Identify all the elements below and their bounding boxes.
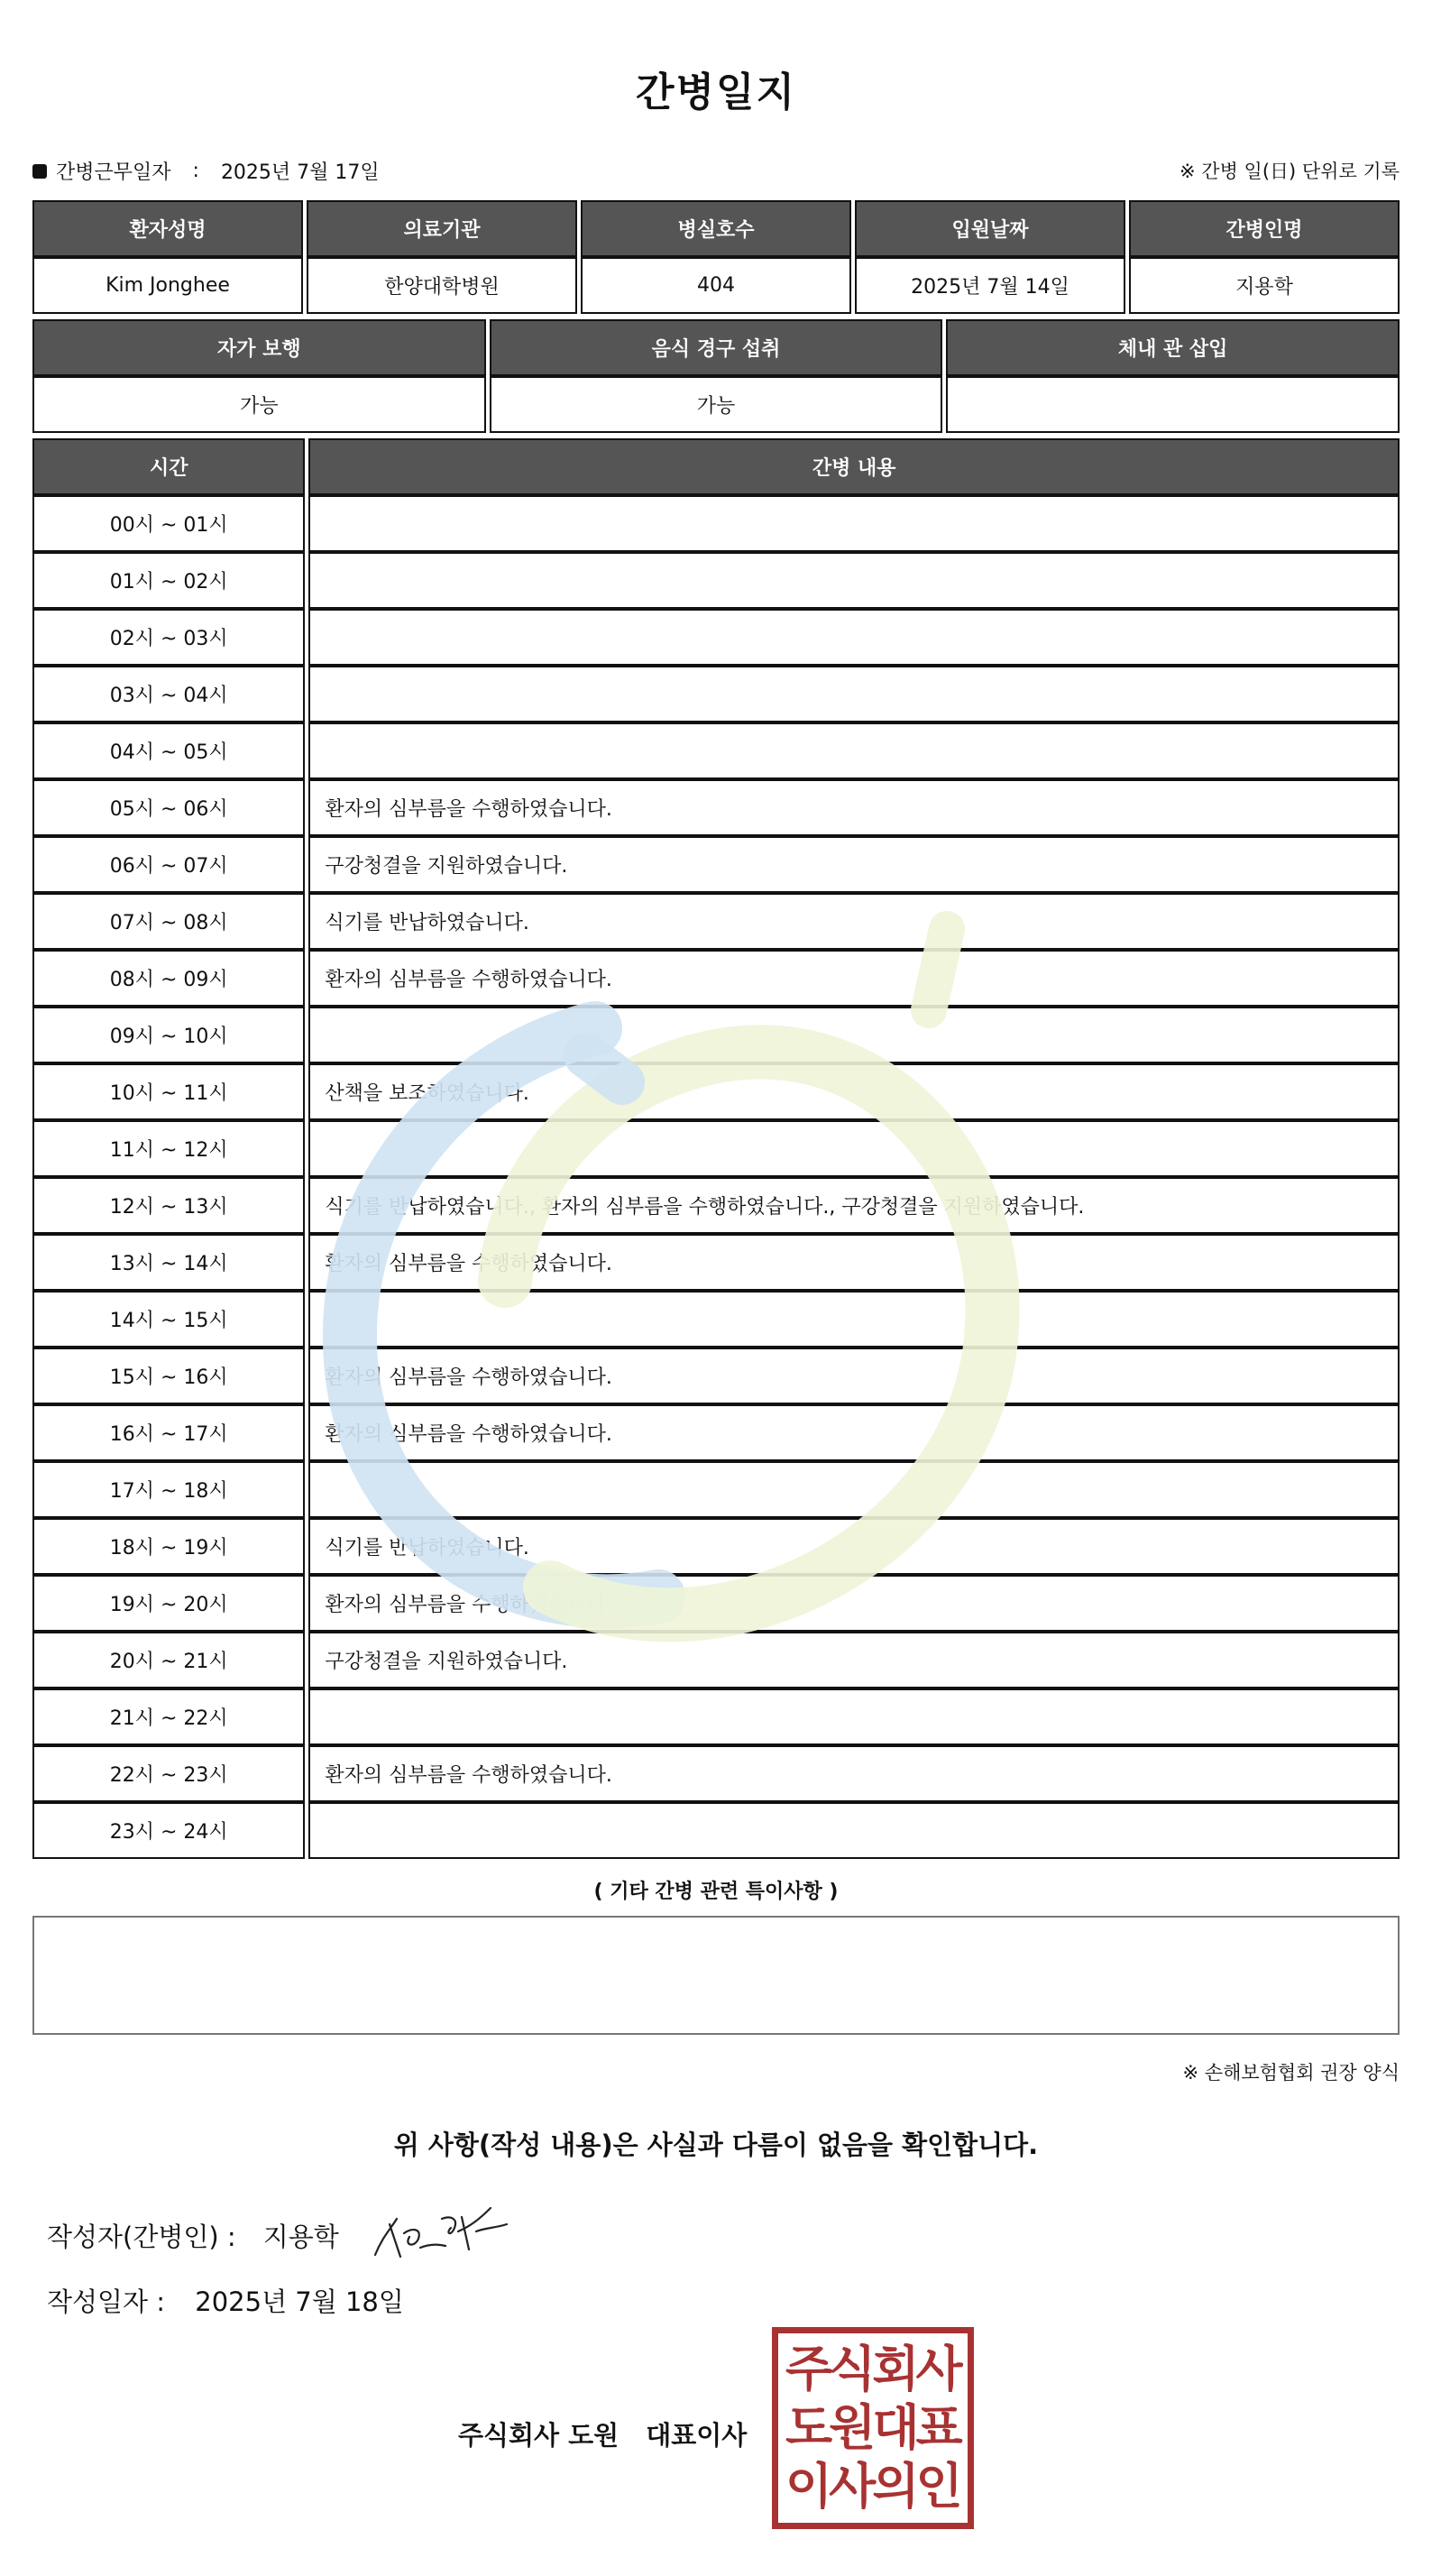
patient-status-table (29, 319, 1403, 433)
document-title: 간병일지 (635, 69, 796, 115)
remarks-title: ( 기타 간병 관련 특이사항 ) (593, 1881, 839, 1903)
record-unit-note: ※ 간병 일(日) 단위로 기록 (1180, 161, 1400, 182)
header-hospital: 의료기관 (307, 200, 577, 257)
time-slot-cell: 11시 ~ 12시 (32, 1120, 305, 1177)
time-slot-cell: 02시 ~ 03시 (32, 609, 305, 666)
time-slot-cell: 04시 ~ 05시 (32, 722, 305, 779)
insurance-form-note: ※ 손해보험협회 권장 양식 (1182, 2062, 1400, 2084)
writer-row (47, 2217, 366, 2254)
table-row (32, 1291, 1400, 1348)
table-row (32, 950, 1400, 1007)
time-slot-cell: 09시 ~ 10시 (32, 1007, 305, 1063)
header-patient-name: 환자성명 (32, 200, 303, 257)
care-content-cell (308, 552, 1400, 609)
table-row (32, 779, 1400, 836)
seal-row-3: 이사의인 (785, 2457, 959, 2515)
writer-name: 지용학 (262, 2222, 339, 2252)
table-row (32, 495, 1400, 552)
written-date-label: 작성일자 : (47, 2286, 166, 2317)
time-slot-cell: 16시 ~ 17시 (32, 1404, 305, 1461)
written-date-value: 2025년 7월 18일 (195, 2286, 404, 2317)
header-care-content: 간병 내용 (308, 438, 1400, 495)
care-content-cell: 환자의 심부름을 수행하였습니다. (308, 1234, 1400, 1291)
time-slot-cell: 18시 ~ 19시 (32, 1518, 305, 1575)
care-content-cell (308, 1688, 1400, 1745)
table-row (32, 1575, 1400, 1632)
time-slot-cell: 12시 ~ 13시 (32, 1177, 305, 1234)
care-content-cell: 식기를 반납하였습니다. (308, 893, 1400, 950)
company-signature-line (458, 2415, 747, 2452)
writer-label: 작성자(간병인) : (47, 2222, 236, 2252)
table-row (32, 1063, 1400, 1120)
time-slot-cell: 21시 ~ 22시 (32, 1688, 305, 1745)
remarks-box (32, 1916, 1400, 2035)
care-content-cell (308, 1802, 1400, 1859)
header-admission-date: 입원날짜 (855, 200, 1125, 257)
time-slot-cell: 19시 ~ 20시 (32, 1575, 305, 1632)
table-row (32, 722, 1400, 779)
time-slot-cell: 03시 ~ 04시 (32, 666, 305, 722)
care-content-cell (308, 609, 1400, 666)
admission-date: 2025년 7월 14일 (855, 257, 1125, 314)
company-name: 주식회사 도원 (458, 2420, 620, 2451)
caregiver-name: 지용학 (1129, 257, 1400, 314)
header-tube-insertion: 체내 관 삽입 (946, 319, 1400, 376)
duty-date-colon: : (192, 160, 199, 182)
oral-intake-value: 가능 (490, 376, 943, 433)
care-content-cell (308, 1291, 1400, 1348)
time-slot-cell: 08시 ~ 09시 (32, 950, 305, 1007)
duty-date-label: 간병근무일자 (56, 161, 171, 184)
care-content-cell: 환자의 심부름을 수행하였습니다. (308, 1575, 1400, 1632)
seal-row-2: 도원대표 (785, 2398, 959, 2456)
care-content-cell: 환자의 심부름을 수행하였습니다. (308, 1745, 1400, 1802)
representative-title: 대표이사 (646, 2420, 748, 2451)
care-content-cell: 환자의 심부름을 수행하였습니다. (308, 1404, 1400, 1461)
table-row (32, 1348, 1400, 1404)
time-slot-cell: 10시 ~ 11시 (32, 1063, 305, 1120)
time-slot-cell: 06시 ~ 07시 (32, 836, 305, 893)
care-content-cell: 식기를 반납하였습니다. (308, 1518, 1400, 1575)
care-content-cell: 환자의 심부름을 수행하였습니다. (308, 1348, 1400, 1404)
care-content-cell (308, 495, 1400, 552)
care-content-cell (308, 1461, 1400, 1518)
care-content-cell (308, 1120, 1400, 1177)
table-row (32, 1688, 1400, 1745)
table-row (32, 1234, 1400, 1291)
care-content-cell: 식기를 반납하였습니다., 환자의 심부름을 수행하였습니다., 구강청결을 지원하였습니다. (308, 1177, 1400, 1234)
meta-row (32, 157, 1400, 189)
care-content-cell (308, 1007, 1400, 1063)
table-row (32, 1632, 1400, 1688)
table-row (32, 1802, 1400, 1859)
time-slot-cell: 05시 ~ 06시 (32, 779, 305, 836)
time-slot-cell: 00시 ~ 01시 (32, 495, 305, 552)
self-walking-value: 가능 (32, 376, 486, 433)
header-caregiver: 간병인명 (1129, 200, 1400, 257)
care-content-cell: 구강청결을 지원하였습니다. (308, 1632, 1400, 1688)
header-room: 병실호수 (581, 200, 851, 257)
hospital-name: 한양대학병원 (307, 257, 577, 314)
tube-insertion-value (946, 376, 1400, 433)
signature-image (364, 2192, 527, 2273)
time-slot-cell: 07시 ~ 08시 (32, 893, 305, 950)
header-oral-intake: 음식 경구 섭취 (490, 319, 943, 376)
care-content-cell: 환자의 심부름을 수행하였습니다. (308, 779, 1400, 836)
time-slot-cell: 13시 ~ 14시 (32, 1234, 305, 1291)
room-number: 404 (581, 257, 851, 314)
header-time: 시간 (32, 438, 305, 495)
header-self-walking: 자가 보행 (32, 319, 486, 376)
care-content-cell: 환자의 심부름을 수행하였습니다. (308, 950, 1400, 1007)
table-row (32, 1404, 1400, 1461)
care-log-table (29, 438, 1403, 1859)
table-row (32, 666, 1400, 722)
table-row (32, 1177, 1400, 1234)
table-row (32, 1120, 1400, 1177)
company-seal-stamp (772, 2327, 974, 2529)
time-slot-cell: 22시 ~ 23시 (32, 1745, 305, 1802)
time-slot-cell: 20시 ~ 21시 (32, 1632, 305, 1688)
time-slot-cell: 14시 ~ 15시 (32, 1291, 305, 1348)
table-row (32, 1461, 1400, 1518)
time-slot-cell: 17시 ~ 18시 (32, 1461, 305, 1518)
table-row (32, 609, 1400, 666)
seal-row-1: 주식회사 (785, 2341, 959, 2398)
table-row (32, 1007, 1400, 1063)
care-content-cell (308, 722, 1400, 779)
table-row (32, 836, 1400, 893)
patient-info-table (29, 200, 1403, 314)
table-row (32, 1518, 1400, 1575)
table-row (32, 552, 1400, 609)
time-slot-cell: 23시 ~ 24시 (32, 1802, 305, 1859)
time-slot-cell: 15시 ~ 16시 (32, 1348, 305, 1404)
time-slot-cell: 01시 ~ 02시 (32, 552, 305, 609)
duty-date-value: 2025년 7월 17일 (220, 161, 380, 184)
square-bullet-icon (32, 164, 47, 179)
duty-date-group (32, 157, 380, 185)
written-date-row (47, 2282, 404, 2319)
patient-name: Kim Jonghee (32, 257, 303, 314)
table-row (32, 893, 1400, 950)
table-row (32, 1745, 1400, 1802)
care-content-cell: 산책을 보조하였습니다. (308, 1063, 1400, 1120)
care-content-cell (308, 666, 1400, 722)
care-content-cell: 구강청결을 지원하였습니다. (308, 836, 1400, 893)
confirmation-statement: 위 사항(작성 내용)은 사실과 다름이 없음을 확인합니다. (393, 2130, 1039, 2160)
